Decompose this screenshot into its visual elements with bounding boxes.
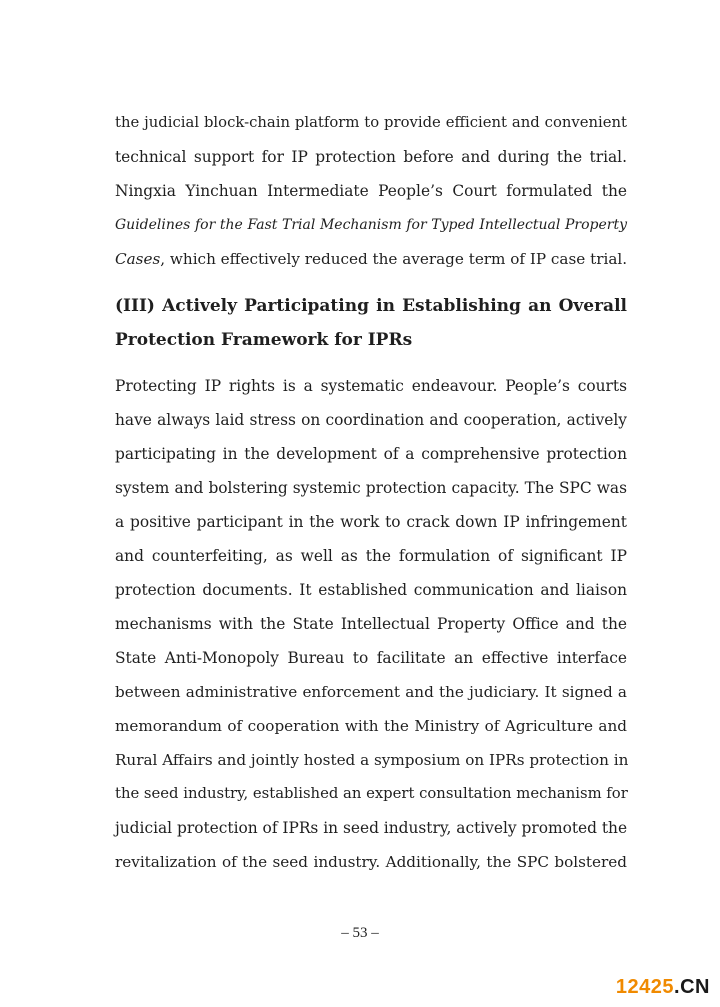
- section-heading-line-1: (III) Actively Participating in Establishing an Overall: [115, 296, 627, 316]
- section-heading-line-2: Protection Framework for IPRs: [115, 330, 413, 350]
- paragraph-line: the judicial block-chain platform to provide efficient and convenient: [115, 114, 627, 131]
- paragraph-continuation: [115, 106, 627, 276]
- paragraph-body: [115, 369, 627, 879]
- guidelines-title-end: Cases: [115, 250, 161, 268]
- paragraph-line: and counterfeiting, as well as the formulation of significant IP: [115, 547, 627, 565]
- paragraph-line: mechanisms with the State Intellectual Property Office and the: [115, 615, 627, 633]
- page-number: – 53 –: [341, 925, 379, 941]
- paragraph-line: system and bolstering systemic protection capacity. The SPC was: [115, 479, 627, 497]
- watermark-number: 12425: [615, 976, 675, 998]
- paragraph-line: have always laid stress on coordination and cooperation, actively: [115, 411, 627, 429]
- site-watermark: [616, 976, 710, 999]
- paragraph-line: revitalization of the seed industry. Additionally, the SPC bolstered: [115, 853, 627, 871]
- paragraph-line: Rural Affairs and jointly hosted a symposium on IPRs protection in: [115, 751, 629, 769]
- paragraph-line: participating in the development of a comprehensive protection: [115, 445, 627, 463]
- paragraph-last-line: [115, 242, 627, 276]
- paragraph-line: a positive participant in the work to crack down IP infringement: [115, 513, 627, 531]
- guidelines-title-line: Guidelines for the Fast Trial Mechanism for Typed Intellectual Property: [115, 217, 627, 233]
- paragraph-line: State Anti-Monopoly Bureau to facilitate an effective interface: [115, 649, 627, 667]
- watermark-domain: .CN: [674, 976, 710, 998]
- paragraph-line: judicial protection of IPRs in seed industry, actively promoted the: [115, 819, 628, 837]
- paragraph-line: between administrative enforcement and the judiciary. It signed a: [115, 683, 627, 701]
- section-heading: [115, 289, 627, 357]
- paragraph-line: protection documents. It established communication and liaison: [115, 581, 627, 599]
- paragraph-last-line-rest: , which effectively reduced the average term of IP case trial.: [160, 250, 628, 268]
- paragraph-line: Protecting IP rights is a systematic endeavour. People’s courts: [115, 377, 627, 395]
- paragraph-line: technical support for IP protection before and during the trial.: [115, 148, 627, 166]
- paragraph-line: memorandum of cooperation with the Ministry of Agriculture and: [115, 717, 627, 735]
- paragraph-line: the seed industry, established an expert consultation mechanism for: [115, 785, 628, 802]
- paragraph-line: Ningxia Yinchuan Intermediate People’s Court formulated the: [115, 182, 627, 200]
